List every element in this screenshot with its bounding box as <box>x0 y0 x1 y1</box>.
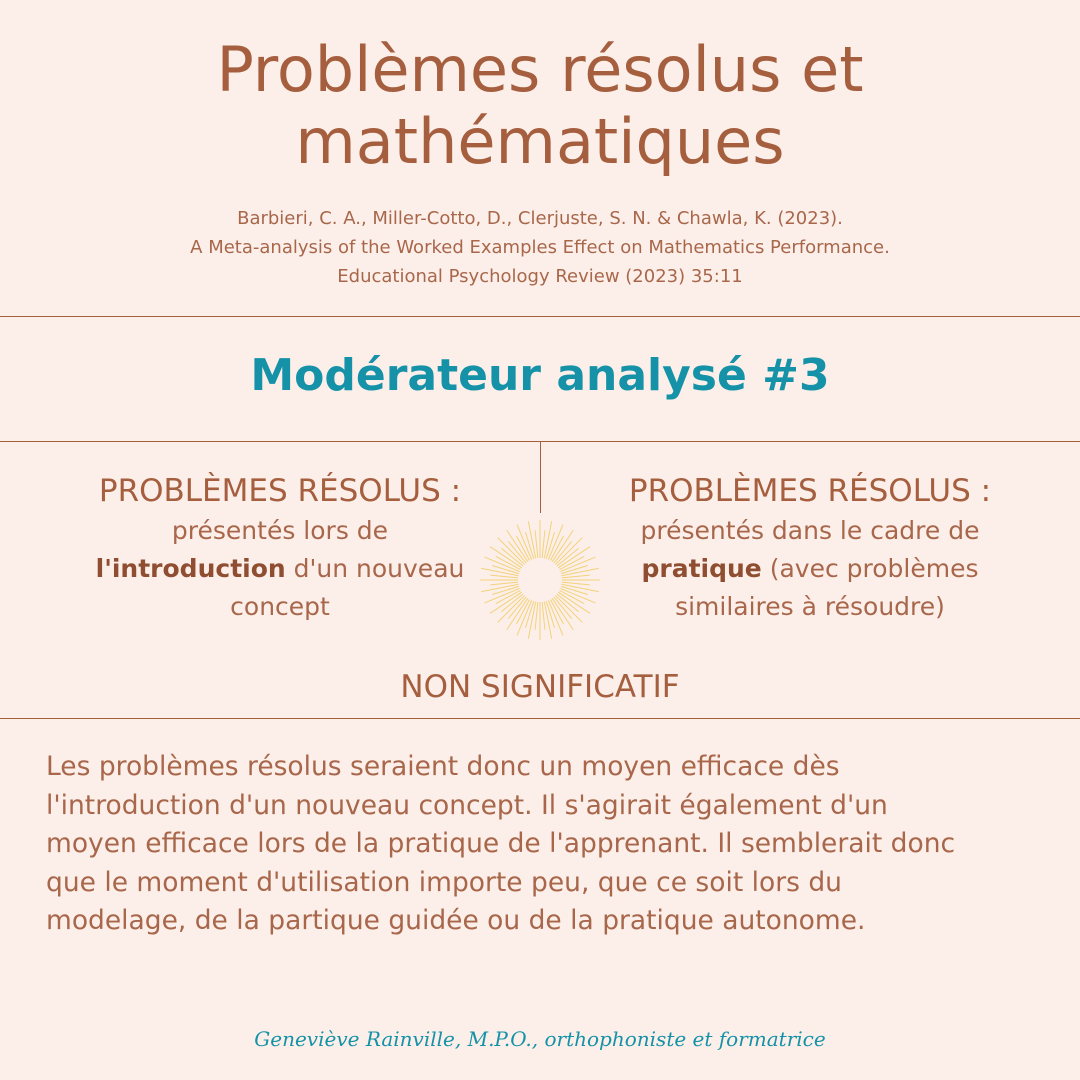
conclusion-line-2: l'introduction d'un nouveau concept. Il s'agirait également d'un <box>46 789 888 821</box>
conclusion-line-4: que le moment d'utilisation importe peu, que ce soit lors du <box>46 866 842 898</box>
author-signature: Geneviève Rainville, M.P.O., orthophoniste et formatrice <box>254 1027 826 1051</box>
title-line-2: mathématiques <box>295 105 785 178</box>
citation-authors: Barbieri, C. A., Miller-Cotto, D., Clerjuste, S. N. & Chawla, K. (2023). <box>237 208 843 229</box>
citation-journal: Educational Psychology Review (2023) 35:11 <box>337 266 743 287</box>
left-column-heading: PROBLÈMES RÉSOLUS : <box>98 473 462 509</box>
right-column-body <box>570 512 1050 626</box>
right-column-emphasis: pratique <box>641 554 762 583</box>
right-column-line-1: présentés dans le cadre de <box>640 516 980 545</box>
left-column-line-1: présentés lors de <box>171 516 389 545</box>
left-column-emphasis: l'introduction <box>95 554 286 583</box>
divider-top <box>0 316 1080 317</box>
right-column <box>570 470 1050 626</box>
citation-article-title: A Meta-analysis of the Worked Examples Effect on Mathematics Performance. <box>190 237 890 258</box>
moderator-heading: Modérateur analysé #3 <box>250 350 830 401</box>
conclusion-line-3: moyen efficace lors de la pratique de l'apprenant. Il semblerait donc <box>46 828 956 859</box>
left-column-line-2 <box>40 550 520 588</box>
left-column <box>40 470 520 626</box>
verdict-label: NON SIGNIFICATIF <box>400 669 680 705</box>
citation <box>0 204 1080 291</box>
right-column-line-3: similaires à résoudre) <box>675 592 945 621</box>
conclusion-line-1: Les problèmes résolus seraient donc un moyen efficace dès <box>46 751 840 782</box>
page-title <box>0 34 1080 178</box>
divider-vertical <box>540 441 541 513</box>
left-column-body <box>40 512 520 626</box>
conclusion-paragraph <box>46 748 1046 941</box>
conclusion-line-5: modelage, de la partique guidée ou de la pratique autonome. <box>46 905 866 936</box>
divider-bottom <box>0 718 1080 719</box>
left-column-line-2-rest: d'un nouveau <box>285 554 465 583</box>
left-column-line-3: concept <box>230 592 330 621</box>
right-column-line-2 <box>570 550 1050 588</box>
right-column-line-2-rest: (avec problèmes <box>761 554 979 583</box>
title-line-1: Problèmes résolus et <box>216 33 864 106</box>
right-column-heading: PROBLÈMES RÉSOLUS : <box>628 473 992 509</box>
